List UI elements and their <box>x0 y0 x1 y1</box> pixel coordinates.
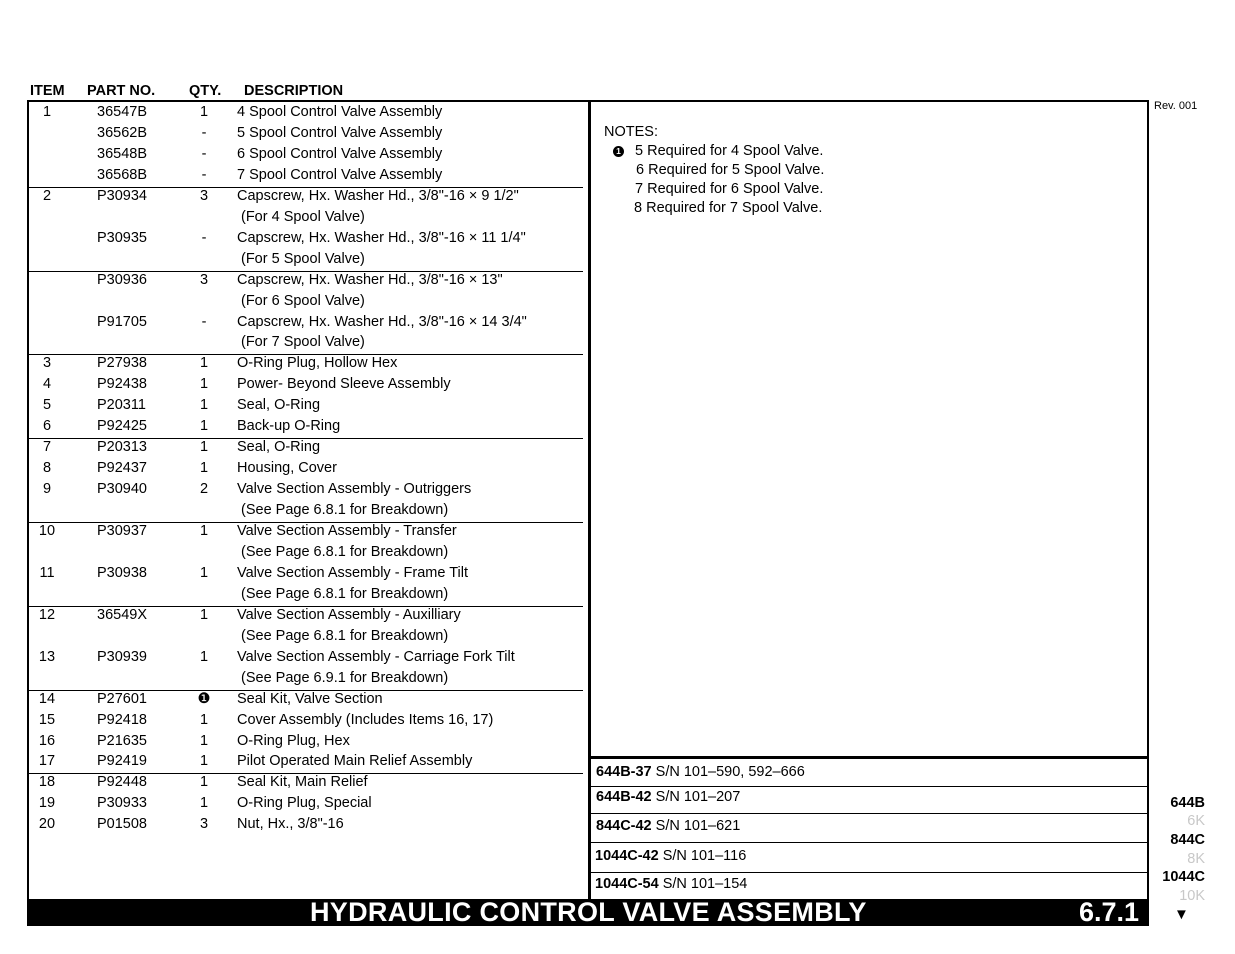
group-divider <box>29 522 583 523</box>
part-number: P92425 <box>97 418 147 435</box>
model-tab-6k[interactable]: 6K <box>1187 813 1205 829</box>
quantity: 1 <box>199 753 209 770</box>
part-number: P92438 <box>97 376 147 393</box>
description: 6 Spool Control Valve Assembly <box>237 145 443 162</box>
part-number: P92437 <box>97 460 147 477</box>
item-number: 2 <box>42 187 52 204</box>
table-row <box>0 523 1235 544</box>
title-bar <box>27 899 1149 926</box>
down-arrow-icon[interactable]: ▼ <box>1174 906 1189 923</box>
part-number: 36549X <box>97 606 147 623</box>
part-number: P30938 <box>97 564 147 581</box>
description: (For 4 Spool Valve) <box>241 208 365 225</box>
quantity: ❶ <box>197 690 211 707</box>
part-number: P92448 <box>97 774 147 791</box>
table-row <box>0 230 1235 251</box>
note-line: 6 Required for 5 Spool Valve. <box>636 162 825 178</box>
item-number: 19 <box>38 795 56 812</box>
group-divider <box>29 606 583 607</box>
quantity: 1 <box>199 355 209 372</box>
description: Capscrew, Hx. Washer Hd., 3/8"-16 × 13" <box>237 271 503 288</box>
quantity: 1 <box>199 606 209 623</box>
quantity: 1 <box>199 648 209 665</box>
quantity: 1 <box>199 711 209 728</box>
item-number: 5 <box>42 397 52 414</box>
table-row <box>0 418 1235 439</box>
part-number: 36547B <box>97 104 147 120</box>
table-row <box>0 439 1235 460</box>
description: (See Page 6.8.1 for Breakdown) <box>241 543 449 560</box>
part-number: P20313 <box>97 439 147 456</box>
table-row <box>0 272 1235 293</box>
quantity: - <box>201 229 207 246</box>
description: (See Page 6.9.1 for Breakdown) <box>241 669 449 686</box>
quantity: 1 <box>199 418 209 435</box>
item-number: 9 <box>42 481 52 498</box>
item-number: 14 <box>38 690 56 707</box>
part-number: 36562B <box>97 124 147 141</box>
table-row <box>0 376 1235 397</box>
group-divider <box>29 773 583 774</box>
description: (See Page 6.8.1 for Breakdown) <box>241 627 449 644</box>
quantity: 1 <box>199 376 209 393</box>
table-row <box>0 733 1235 754</box>
description: O-Ring Plug, Hollow Hex <box>237 355 398 372</box>
part-number: P30939 <box>97 648 147 665</box>
quantity: 3 <box>199 816 209 833</box>
part-number: P30937 <box>97 523 147 539</box>
note-line: 8 Required for 7 Spool Valve. <box>634 200 823 216</box>
serial-entry: 1044C-54 S/N 101–154 <box>595 876 748 892</box>
description: Nut, Hx., 3/8"-16 <box>237 816 344 833</box>
item-number: 17 <box>38 753 56 770</box>
table-row <box>0 502 1235 523</box>
part-number: P30935 <box>97 229 147 246</box>
page-title: HYDRAULIC CONTROL VALVE ASSEMBLY <box>310 897 867 927</box>
model-tab-8k[interactable]: 8K <box>1187 851 1205 867</box>
header-description: DESCRIPTION <box>244 83 344 99</box>
group-divider <box>29 187 583 188</box>
table-row <box>0 188 1235 209</box>
description: Back-up O-Ring <box>237 418 341 435</box>
description: (See Page 6.8.1 for Breakdown) <box>241 585 449 602</box>
item-number: 13 <box>38 648 56 665</box>
item-number: 16 <box>38 732 56 749</box>
part-number: P01508 <box>97 816 147 833</box>
item-number: 8 <box>42 460 52 477</box>
quantity: 3 <box>199 271 209 288</box>
table-row <box>0 649 1235 670</box>
table-row <box>0 167 1235 188</box>
serial-entry: 644B-37 S/N 101–590, 592–666 <box>596 764 805 780</box>
table-row <box>0 314 1235 335</box>
quantity: 1 <box>199 439 209 456</box>
table-row <box>0 628 1235 649</box>
serial-entry: 1044C-42 S/N 101–116 <box>595 848 747 864</box>
table-row <box>0 586 1235 607</box>
quantity: 1 <box>199 397 209 414</box>
table-row <box>0 670 1235 691</box>
table-row <box>0 293 1235 314</box>
revision-label: Rev. 001 <box>1154 100 1198 112</box>
header-part-no: PART NO. <box>87 83 156 99</box>
item-number: 3 <box>42 355 52 372</box>
quantity: - <box>201 145 207 162</box>
quantity: 2 <box>199 481 209 498</box>
description: Power- Beyond Sleeve Assembly <box>237 376 451 393</box>
description: (For 5 Spool Valve) <box>241 250 365 267</box>
description: (For 7 Spool Valve) <box>241 334 365 351</box>
description: Capscrew, Hx. Washer Hd., 3/8"-16 × 11 1/4" <box>237 229 526 246</box>
part-number: P30934 <box>97 187 147 204</box>
serial-number-panel <box>591 756 1149 900</box>
quantity: 1 <box>199 460 209 477</box>
description: O-Ring Plug, Hex <box>237 732 350 749</box>
model-tab-10k[interactable]: 10K <box>1179 888 1205 904</box>
note-line: 1 5 Required for 4 Spool Valve. <box>613 143 823 159</box>
quantity: 1 <box>199 774 209 791</box>
header-item: ITEM <box>30 83 65 99</box>
group-divider <box>29 690 583 691</box>
table-row <box>0 607 1235 628</box>
table-row <box>0 691 1235 712</box>
quantity: 1 <box>199 564 209 581</box>
quantity: - <box>201 166 207 183</box>
table-row <box>0 544 1235 565</box>
item-number: 15 <box>38 711 56 728</box>
description: Capscrew, Hx. Washer Hd., 3/8"-16 × 9 1/2" <box>237 187 519 204</box>
description: 4 Spool Control Valve Assembly <box>237 104 443 120</box>
item-number: 7 <box>42 439 52 456</box>
description: Valve Section Assembly - Frame Tilt <box>237 564 469 581</box>
description: Seal, O-Ring <box>237 397 321 414</box>
table-row <box>0 397 1235 418</box>
description: Capscrew, Hx. Washer Hd., 3/8"-16 × 14 3/4" <box>237 313 527 330</box>
description: Valve Section Assembly - Outriggers <box>237 481 472 498</box>
description: Seal Kit, Main Relief <box>237 774 368 791</box>
part-number: P92419 <box>97 753 147 770</box>
part-number: P27938 <box>97 355 147 372</box>
table-row <box>0 104 1235 125</box>
quantity: 1 <box>199 104 209 120</box>
group-divider <box>29 271 583 272</box>
quantity: 1 <box>199 523 209 539</box>
part-number: P30940 <box>97 481 147 498</box>
table-row <box>0 565 1235 586</box>
description: Cover Assembly (Includes Items 16, 17) <box>237 711 494 728</box>
part-number: P30933 <box>97 795 147 812</box>
description: Pilot Operated Main Relief Assembly <box>237 753 473 770</box>
part-number: P20311 <box>97 397 146 414</box>
description: O-Ring Plug, Special <box>237 795 372 812</box>
part-number: 36568B <box>97 166 147 183</box>
item-number: 6 <box>42 418 52 435</box>
description: Seal Kit, Valve Section <box>237 690 383 707</box>
quantity: 1 <box>199 795 209 812</box>
note-bullet-icon: 1 <box>613 146 624 157</box>
model-tab-1044c[interactable]: 1044C <box>1162 869 1205 885</box>
group-divider <box>29 354 583 355</box>
table-row <box>0 712 1235 733</box>
description: 7 Spool Control Valve Assembly <box>237 166 443 183</box>
item-number: 12 <box>38 606 56 623</box>
quantity: - <box>201 124 207 141</box>
quantity: - <box>201 313 207 330</box>
header-qty: QTY. <box>189 83 222 99</box>
part-number: P27601 <box>97 690 147 707</box>
description: Valve Section Assembly - Auxilliary <box>237 606 461 623</box>
description: (For 6 Spool Valve) <box>241 292 365 309</box>
description: Seal, O-Ring <box>237 439 321 456</box>
item-number: 18 <box>38 774 56 791</box>
quantity: 3 <box>199 187 209 204</box>
group-divider <box>29 438 583 439</box>
serial-entry: 844C-42 S/N 101–621 <box>596 818 741 834</box>
item-number: 20 <box>38 816 56 833</box>
table-row <box>0 460 1235 481</box>
table-row <box>0 334 1235 355</box>
description: 5 Spool Control Valve Assembly <box>237 124 443 141</box>
table-row <box>0 251 1235 272</box>
part-number: P21635 <box>97 732 147 749</box>
table-row <box>0 355 1235 376</box>
description: (See Page 6.8.1 for Breakdown) <box>241 502 449 519</box>
part-number: P91705 <box>97 313 147 330</box>
part-number: P30936 <box>97 271 147 288</box>
table-row <box>0 209 1235 230</box>
description: Valve Section Assembly - Carriage Fork Tilt <box>237 648 515 665</box>
part-number: 36548B <box>97 145 147 162</box>
notes-title: NOTES: <box>604 124 658 140</box>
part-number: P92418 <box>97 711 147 728</box>
page-number: 6.7.1 <box>1079 897 1140 927</box>
quantity: 1 <box>199 732 209 749</box>
serial-entry: 644B-42 S/N 101–207 <box>596 789 741 805</box>
item-number: 11 <box>39 564 55 581</box>
note-line: 7 Required for 6 Spool Valve. <box>635 181 824 197</box>
table-row <box>0 481 1235 502</box>
item-number: 4 <box>42 376 52 393</box>
item-number: 1 <box>42 104 52 120</box>
item-number: 10 <box>38 523 56 539</box>
description: Valve Section Assembly - Transfer <box>237 523 457 539</box>
model-tab-844c[interactable]: 844C <box>1170 832 1205 848</box>
model-tab-644b[interactable]: 644B <box>1170 795 1205 811</box>
description: Housing, Cover <box>237 460 337 477</box>
